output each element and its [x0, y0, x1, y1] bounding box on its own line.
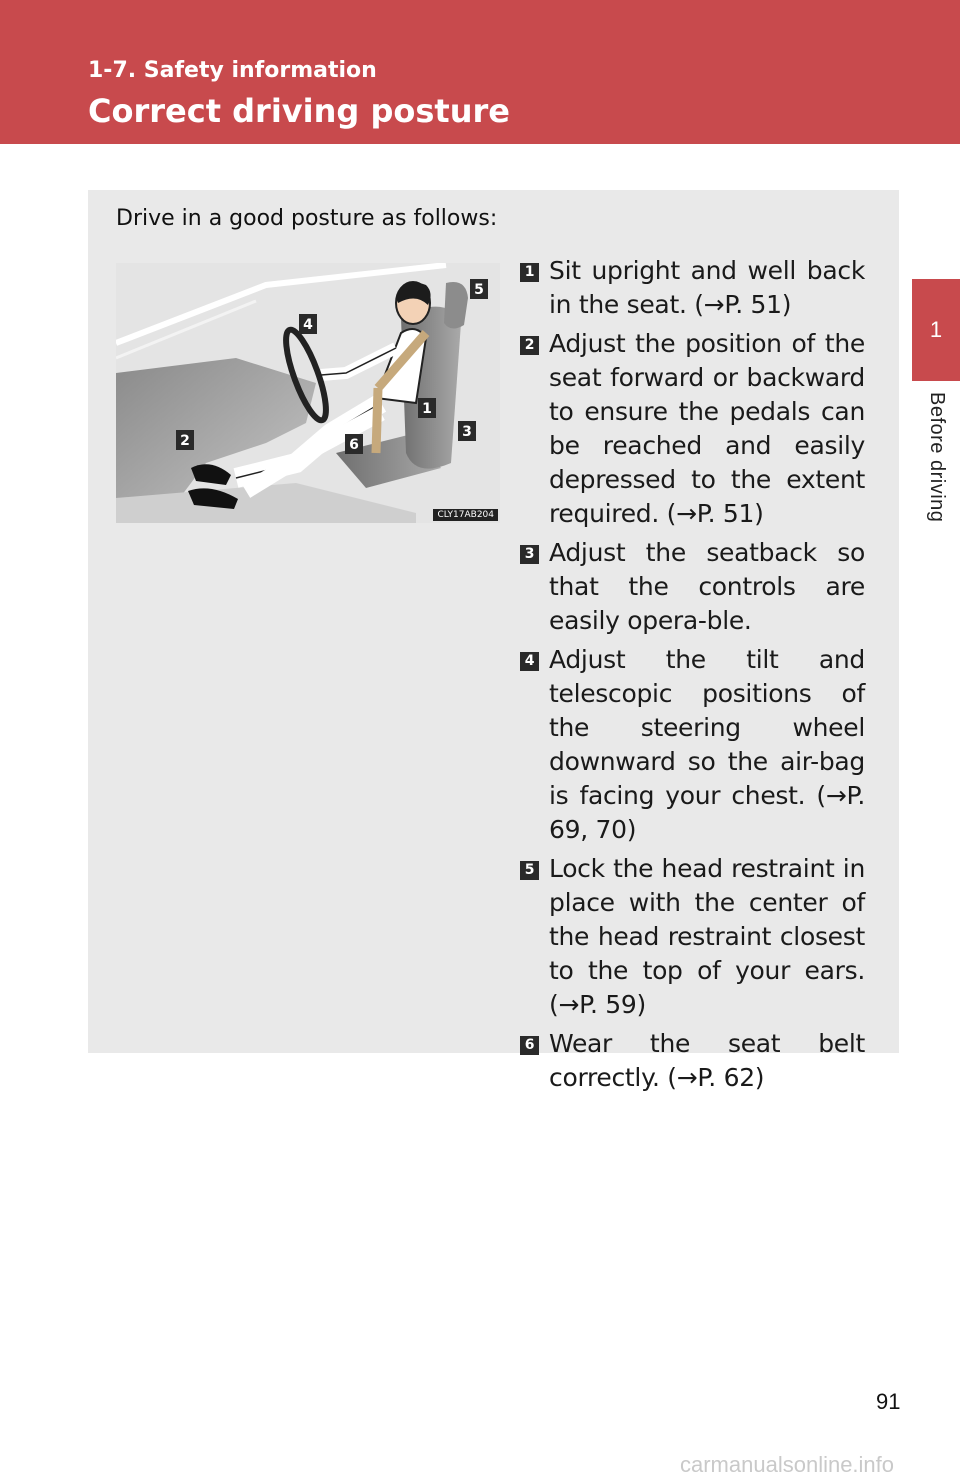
list-item: [520, 852, 865, 1022]
step-text: Lock the head restraint in place with the center of the head restraint closest to the top of your ears. (→P. 59): [549, 854, 865, 1019]
figure-callout-5: [470, 279, 488, 299]
page-number: 91: [876, 1389, 901, 1414]
list-item: [520, 1027, 865, 1095]
figure-callout-1: [418, 398, 436, 418]
figure-callout-4: [299, 314, 317, 334]
intro-text: Drive in a good posture as follows:: [116, 206, 498, 231]
step-number-badge: 4: [520, 652, 539, 671]
step-number-badge: 1: [520, 263, 539, 282]
page-title: Correct driving posture: [88, 92, 510, 130]
svg-text:4: 4: [303, 317, 313, 333]
step-text: Adjust the position of the seat forward or backward to ensure the pedals can be reached and easily depressed to the extent required. (→P. 51): [549, 329, 865, 528]
posture-steps-list: [520, 254, 865, 1100]
list-item: [520, 327, 865, 531]
figure-callout-3: [458, 421, 476, 441]
car-interior-drawing: [116, 263, 500, 523]
section-label: 1-7. Safety information: [88, 58, 377, 83]
step-text: Adjust the seatback so that the controls are easily opera-ble.: [549, 538, 865, 635]
step-text: Wear the seat belt correctly. (→P. 62): [549, 1029, 865, 1092]
content-panel: [88, 190, 899, 1092]
step-number-badge: 3: [520, 545, 539, 564]
list-item: [520, 643, 865, 847]
chapter-label: Before driving: [926, 392, 948, 523]
driving-posture-illustration: [116, 263, 500, 523]
svg-text:1: 1: [422, 401, 432, 417]
step-text: Sit upright and well back in the seat. (→P. 51): [549, 256, 865, 319]
step-number-badge: 6: [520, 1036, 539, 1055]
header-bar: [0, 0, 960, 144]
step-text: Adjust the tilt and telescopic positions of the steering wheel downward so the air-bag is facing your chest. (→P. 69, 70): [549, 645, 865, 844]
step-number-badge: 2: [520, 336, 539, 355]
figure-callout-2: [176, 430, 194, 450]
svg-text:6: 6: [349, 437, 359, 453]
figure-code: CLY17AB204: [433, 509, 498, 521]
chapter-number: 1: [929, 317, 943, 342]
svg-text:2: 2: [180, 433, 190, 449]
chapter-tab[interactable]: [912, 279, 960, 381]
list-item: [520, 536, 865, 638]
list-item: [520, 254, 865, 322]
figure-callout-6: [345, 434, 363, 454]
step-number-badge: 5: [520, 861, 539, 880]
svg-text:3: 3: [462, 424, 472, 440]
watermark-text: carmanualsonline.info: [680, 1452, 895, 1477]
svg-text:5: 5: [474, 282, 484, 298]
